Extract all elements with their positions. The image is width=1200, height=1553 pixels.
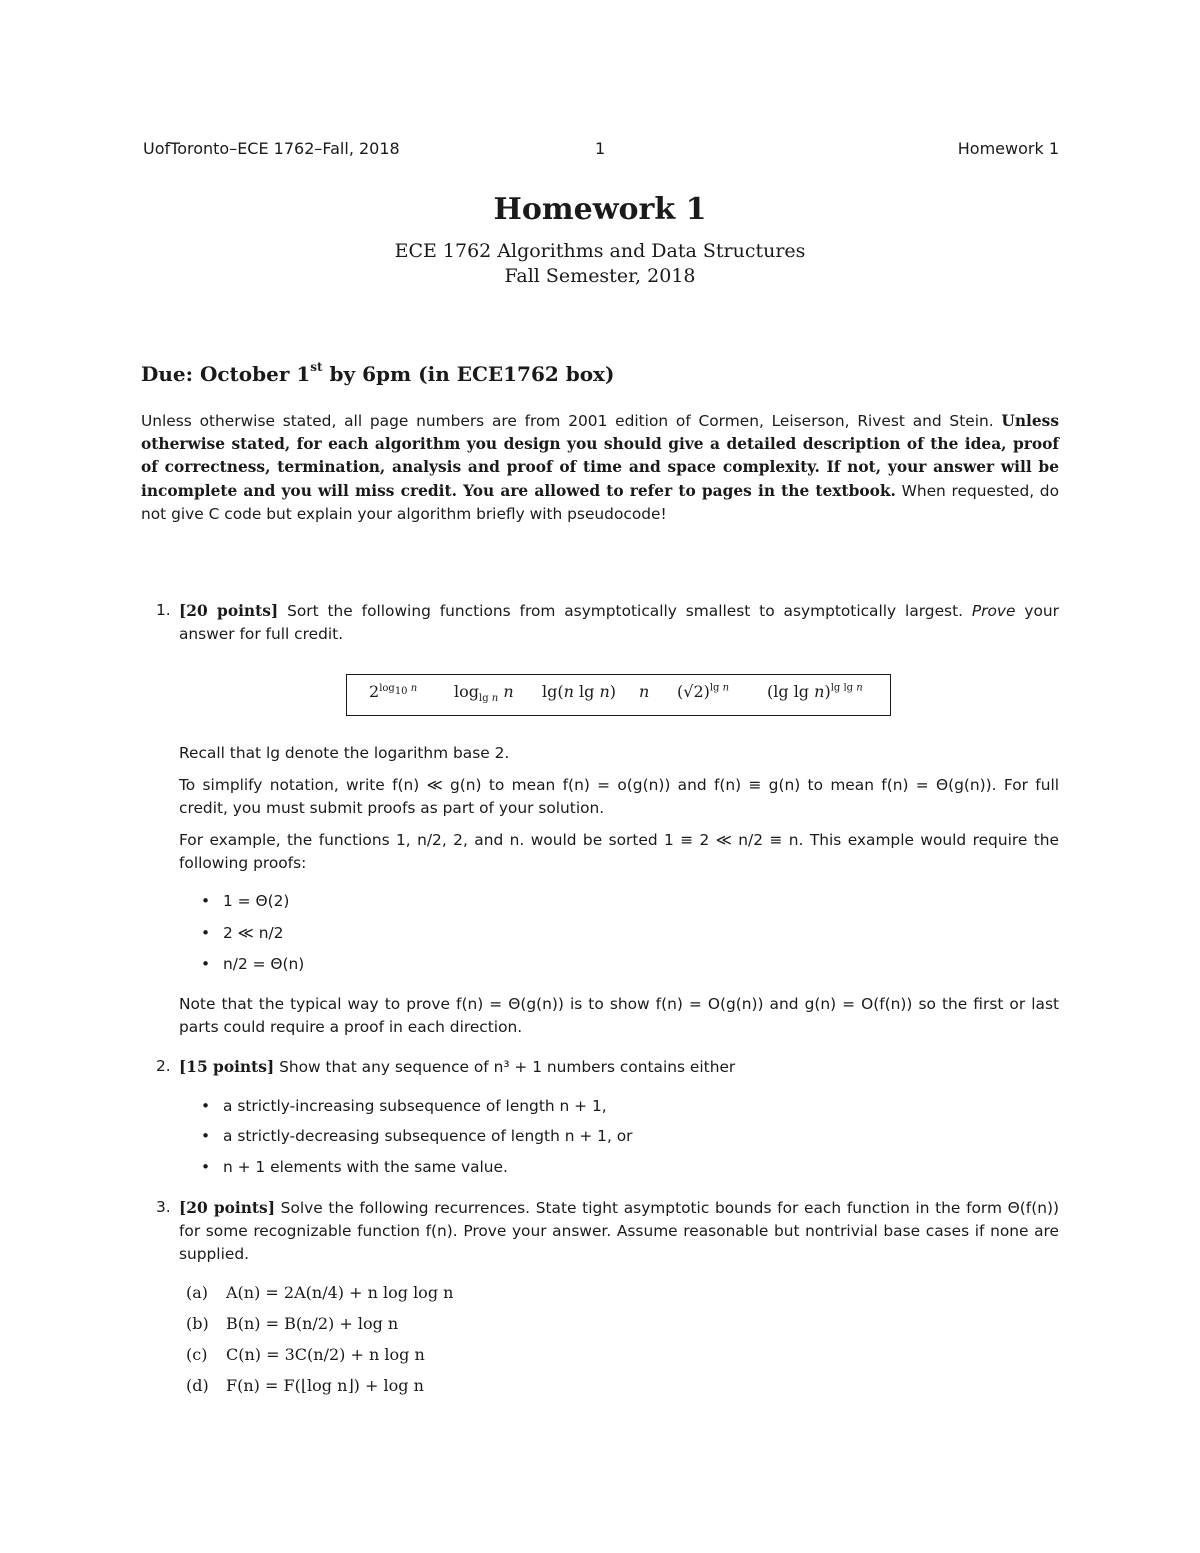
- q3-item-c: (c) C(n) = 3C(n/2) + n log n: [186, 1345, 425, 1364]
- function-5: $(√2)^{lg n}$: [677, 682, 730, 701]
- instructions-bold: Unless otherwise stated, for each algorithm you design you should give a detailed description of the idea, proof of correctness, termination, analysis and proof of time and space complexity. If not, your answer will be incomplete and you will miss credit. You are allowed to refer to pages in the textbook.: [141, 412, 1059, 500]
- function-6: (lg lg n)$^{lg lg n}$: [767, 682, 863, 701]
- functions-box: [346, 674, 891, 716]
- q1-recall: Recall that lg denote the logarithm base 2.: [179, 744, 510, 762]
- header-page-number: 1: [595, 139, 606, 158]
- q1-notation: To simplify notation, write f(n) ≪ g(n) to mean f(n) = o(g(n)) and f(n) ≡ g(n) to mean f(n) = Θ(g(n)). For full credit, you must submit proofs as part of your solution.: [179, 776, 1059, 817]
- semester-subtitle: Fall Semester, 2018: [504, 265, 696, 287]
- instructions-plain-2: When requested, do not give C code but explain your algorithm briefly with pseudocode!: [141, 481, 1059, 523]
- function-1: $2^{log_{10} n}$: [369, 682, 418, 701]
- due-date: Due: October 1st by 6pm (in ECE1762 box): [141, 360, 615, 386]
- q1-prompt: [20 points] Sort the following functions from asymptotically smallest to asymptotically largest. Prove your answer for full credit.: [179, 602, 1059, 643]
- q3-item-a: (a) A(n) = 2A(n/4) + n log log n: [186, 1283, 454, 1302]
- q3-points: [20 points]: [179, 1199, 275, 1217]
- q1-example: For example, the functions 1, n/2, 2, and n. would be sorted 1 ≡ 2 ≪ n/2 ≡ n. This example would require the following proofs:: [179, 831, 1059, 872]
- function-2: $\log_{lg n} n$: [454, 682, 514, 705]
- document-page: UofToronto–ECE 1762–Fall, 2018 1 Homework 1 Homework 1 ECE 1762 Algorithms and Data Structures Fall Semester, 2018 Due: October 1st by 6pm (in ECE1762 box) Unless otherwise stated, all page numbers are from 2001 edition of Cormen, Leiserson, Rivest and Stein. Unless otherwise stated, for each algorithm you design you should give a detailed description of the idea, proof of correctness, termination, analysis and proof of time and space complexity. If not, your answer will be incomplete and you will miss credit. You are allowed to refer to pages in the textbook. When requested, do not give C code but explain your algorithm briefly with pseudocode! 1. [20 points] Sort the following functions from asymptotically smallest to asymptotically largest. Prove your answer for full credit. $2^{log_{10} n}$ $\log_{lg n} n$ lg(n lg n) n $(√2)^{lg n}$ (lg lg n)$^{lg lg n}$ Recall that lg denote the logarithm base 2. To simplify notation, write f(n) ≪ g(n) to mean f(n) = o(g(n)) and f(n) ≡ g(n) to mean f(n) = Θ(g(n)). For full credit, you must submit proofs as part of your solution. For example, the functions 1, n/2, 2, and n. would be sorted 1 ≡ 2 ≪ n/2 ≡ n. This example would require the following proofs: • 1 = Θ(2) • 2 ≪ n/2 • n/2 = Θ(n) Note that the typical way to prove f(n) = Θ(g(n)) is to show f(n) = O(g(n)) and g(n) = O(f(n)) so the first or last parts could require a proof in each direction. 2. [15 points] Show that any sequence of n³ + 1 numbers contains either • a strictly-increasing subsequence of length n + 1, • a strictly-decreasing subsequence of length n + 1, or • n + 1 elements with the same value. 3. [20 points] Solve the following recurrences. State tight asymptotic bounds for each function in the form Θ(f(n)) for some recognizable function f(n). Prove your answer. Assume reasonable but nontrivial base cases if none are supplied. (a) A(n) = 2A(n/4) + n log log n (b) B(n) = B(n/2) + log n (c) C(n) = 3C(n/2) + n log n (d) F(n) = F(⌊log n⌋) + log n: [0, 0, 1200, 1553]
- instructions-paragraph: [141, 410, 1059, 526]
- q1-note: Note that the typical way to prove f(n) = Θ(g(n)) is to show f(n) = O(g(n)) and g(n) = O(f(n)) so the first or last parts could require a proof in each direction.: [179, 995, 1059, 1036]
- q2-prompt: [15 points] Show that any sequence of n³ + 1 numbers contains either: [179, 1058, 736, 1076]
- running-header: [143, 139, 1059, 163]
- q3-item-d: (d) F(n) = F(⌊log n⌋) + log n: [186, 1376, 424, 1395]
- q1-number: 1.: [156, 601, 171, 619]
- course-subtitle: ECE 1762 Algorithms and Data Structures: [394, 240, 806, 262]
- header-course: UofToronto–ECE 1762–Fall, 2018: [143, 139, 400, 158]
- q2-number: 2.: [156, 1057, 171, 1075]
- q2-points: [15 points]: [179, 1058, 275, 1076]
- function-3: lg(n lg n): [542, 682, 617, 701]
- q1-points: [20 points]: [179, 602, 279, 620]
- q3-item-b: (b) B(n) = B(n/2) + log n: [186, 1314, 399, 1333]
- q3-prompt: [20 points] Solve the following recurrences. State tight asymptotic bounds for each function in the form Θ(f(n)) for some recognizable function f(n). Prove your answer. Assume reasonable but nontrivial base cases if none are supplied.: [179, 1199, 1059, 1263]
- q3-number: 3.: [156, 1198, 171, 1216]
- function-4: n: [639, 682, 650, 701]
- page-title: Homework 1: [493, 192, 707, 227]
- instructions-plain-1: Unless otherwise stated, all page numbers are from 2001 edition of Cormen, Leiserson, Rivest and Stein.: [141, 412, 1002, 430]
- header-doc-title: Homework 1: [957, 139, 1059, 158]
